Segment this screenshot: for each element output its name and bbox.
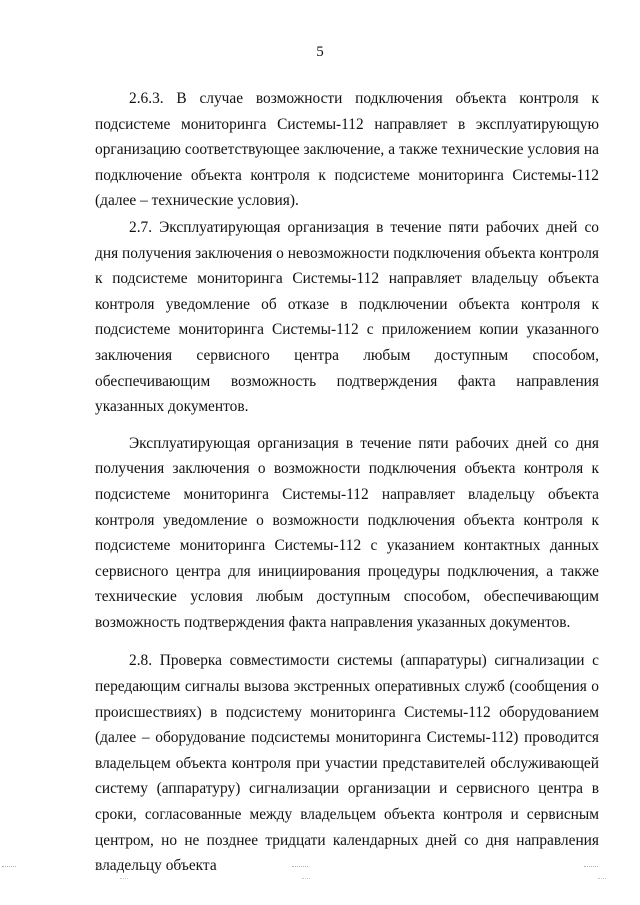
paragraph-2-7: 2.7. Эксплуатирующая организация в течение пяти рабочих дней со дня получения заключения о невозможности подключения объекта контроля к подсистеме мониторинга Системы-112 направляет владельцу объекта контроля уведомление об отказе в подключении объекта контроля к подсистеме мониторинга Системы-112 с приложением копии указанного заключения сервисного центра любым доступным способом, обеспечивающим возможность подтверждения факта направления указанных документов. <box>95 218 599 416</box>
scan-artifact <box>302 878 310 879</box>
scan-artifact <box>598 878 606 879</box>
scan-artifact <box>2 866 16 867</box>
page-number: 5 <box>316 44 324 60</box>
scan-artifact <box>96 866 110 867</box>
document-body <box>95 86 599 879</box>
scan-artifact <box>120 878 128 879</box>
paragraph-2-7-continued: Эксплуатирующая организация в течение пяти рабочих дней со дня получения заключения о возможности подключения объекта контроля к подсистеме мониторинга Системы-112 направляет владельцу объекта контроля уведомление о возможности подключения объекта контроля к подсистеме мониторинга Системы-112 с указанием контактных данных сервисного центра для инициирования процедуры подключения, а также технические условия любым доступным способом, обеспечивающим возможность подтверждения факта направления указанных документов. <box>95 434 599 631</box>
paragraph-2-8: 2.8. Проверка совместимости системы (аппаратуры) сигнализации с передающим сигналы вызова экстренных оперативных служб (сообщения о происшествиях) в подсистему мониторинга Системы-112 оборудованием (далее – оборудование подсистемы мониторинга Системы-112) проводится владельцем объекта контроля при участии представителей обслуживающей систему (аппаратуру) сигнализации организации и сервисного центра в сроки, согласованные между владельцем объекта контроля и сервисным центром, но не позднее тридцати календарных дней со дня направления владельцу объекта <box>95 652 599 875</box>
scan-artifact <box>584 866 598 867</box>
scan-artifact <box>292 866 308 867</box>
paragraph-2-6-3: 2.6.3. В случае возможности подключения объекта контроля к подсистеме мониторинга Системы-112 направляет в эксплуатирующую организацию соответствующее заключение, а также технические условия на подключение объекта контроля к подсистеме мониторинга Системы-112 (далее – технические условия). <box>95 90 599 210</box>
